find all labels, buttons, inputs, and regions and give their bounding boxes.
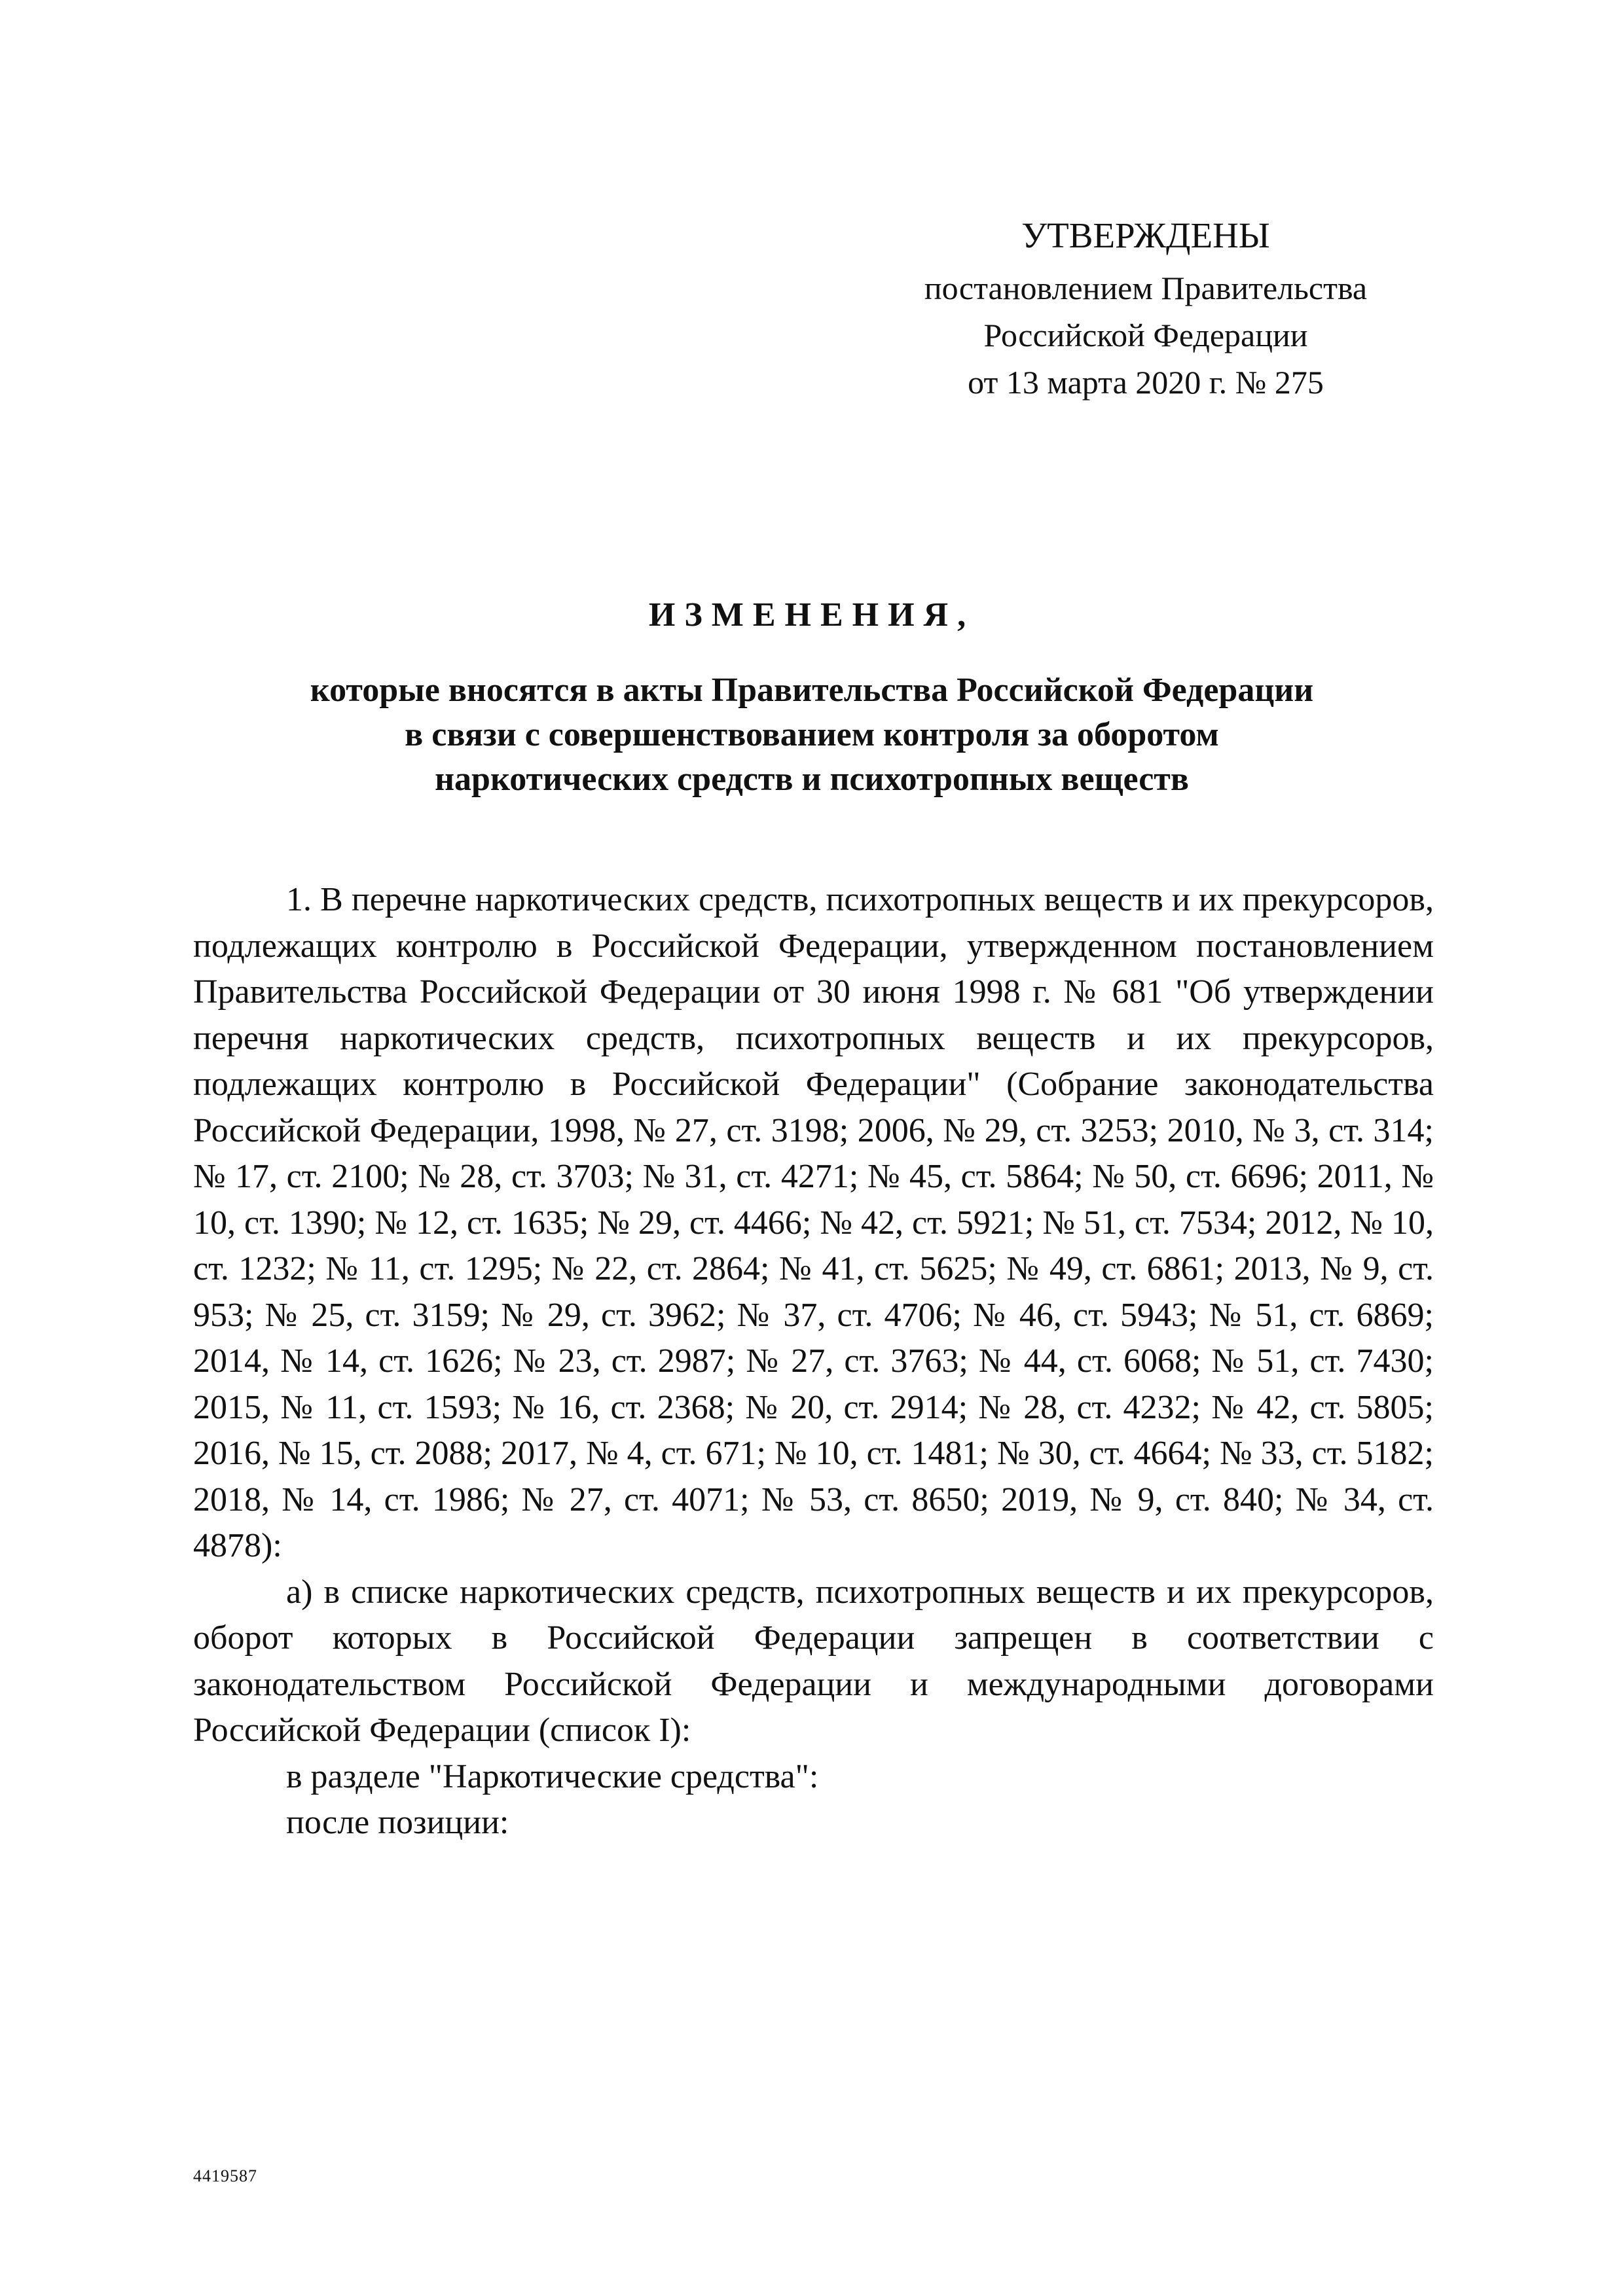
document-body <box>193 877 1434 1846</box>
approval-line-1: постановлением Правительства <box>924 270 1368 306</box>
approval-line-2: Российской Федерации <box>983 317 1308 353</box>
title-line-1: которые вносятся в акты Правительства Российской Федерации <box>310 672 1314 709</box>
paragraph-3: в разделе "Наркотические средства": <box>286 1757 819 1795</box>
approval-heading: УТВЕРЖДЕНЫ <box>1021 215 1270 255</box>
approval-block <box>851 209 1440 406</box>
document-title <box>190 586 1434 802</box>
title-main: ИЗМЕНЕНИЯ, <box>648 596 976 634</box>
title-line-3: наркотических средств и психотропных веществ <box>435 761 1189 798</box>
paragraph-1: 1. В перечне наркотических средств, психотропных веществ и их прекурсоров, подлежащих контролю в Российской Федерации, утвержденном постановлением Правительства Российской Федерации от 30 июня 1998 г. № 681 "Об утверждении перечня наркотических средств, психотропных веществ и их прекурсоров, подлежащих контролю в Российской Федерации" (Собрание законодательства Российской Федерации, 1998, № 27, ст. 3198; 2006, № 29, ст. 3253; 2010, № 3, ст. 314; № 17, ст. 2100; № 28, ст. 3703; № 31, ст. 4271; № 45, ст. 5864; № 50, ст. 6696; 2011, № 10, ст. 1390; № 12, ст. 1635; № 29, ст. 4466; № 42, ст. 5921; № 51, ст. 7534; 2012, № 10, ст. 1232; № 11, ст. 1295; № 22, ст. 2864; № 41, ст. 5625; № 49, ст. 6861; 2013, № 9, ст. 953; № 25, ст. 3159; № 29, ст. 3962; № 37, ст. 4706; № 46, ст. 5943; № 51, ст. 6869; 2014, № 14, ст. 1626; № 23, ст. 2987; № 27, ст. 3763; № 44, ст. 6068; № 51, ст. 7430; 2015, № 11, ст. 1593; № 16, ст. 2368; № 20, ст. 2914; № 28, ст. 4232; № 42, ст. 5805; 2016, № 15, ст. 2088; 2017, № 4, ст. 671; № 10, ст. 1481; № 30, ст. 4664; № 33, ст. 5182; 2018, № 14, ст. 1986; № 27, ст. 4071; № 53, ст. 8650; 2019, № 9, ст. 840; № 34, ст. 4878): <box>193 881 1434 1564</box>
approval-line-3: от 13 марта 2020 г. № 275 <box>968 364 1324 401</box>
paragraph-2: а) в списке наркотических средств, психотропных веществ и их прекурсоров, оборот которых в Российской Федерации запрещен в соответствии с законодательством Российской Федерации и международными договорами Российской Федерации (список I): <box>193 1573 1434 1749</box>
title-line-2: в связи с совершенствованием контроля за оборотом <box>405 716 1219 753</box>
document-code: 4419587 <box>193 2166 257 2185</box>
paragraph-4: после позиции: <box>286 1804 509 1841</box>
